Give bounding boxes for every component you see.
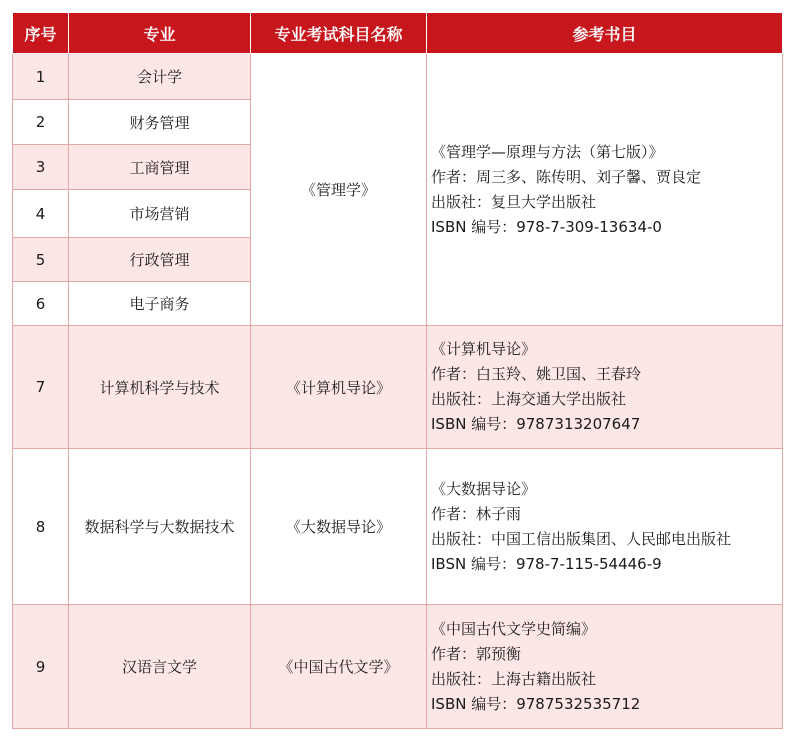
table-row (13, 605, 783, 729)
book-title: 《大数据导论》 (431, 479, 537, 498)
row-major: 财务管理 (69, 100, 251, 145)
row-index: 8 (13, 449, 69, 605)
header-index: 序号 (13, 13, 69, 54)
row-index: 2 (13, 100, 69, 145)
book-author: 作者：周三多、陈传明、刘子馨、贾良定 (431, 167, 702, 186)
book-isbn: ISBN 编号：978-7-309-13634-0 (431, 217, 662, 236)
row-index: 7 (13, 326, 69, 449)
book-title: 《中国古代文学史简编》 (431, 619, 597, 638)
book-publisher: 出版社：中国工信出版集团、人民邮电出版社 (431, 529, 732, 548)
row-major: 汉语言文学 (69, 605, 251, 729)
book-isbn: ISBN 编号：9787313207647 (431, 415, 641, 433)
row-index: 6 (13, 282, 69, 326)
row-subject: 《管理学》 (251, 54, 427, 326)
row-subject: 《计算机导论》 (251, 326, 427, 449)
book-publisher: 出版社：上海古籍出版社 (431, 669, 597, 688)
header-major: 专业 (69, 13, 251, 54)
row-subject: 《大数据导论》 (251, 449, 427, 605)
book-publisher: 出版社：复旦大学出版社 (431, 192, 597, 211)
header-row (13, 13, 783, 54)
row-index: 1 (13, 54, 69, 100)
row-subject: 《中国古代文学》 (251, 605, 427, 729)
row-major: 计算机科学与技术 (69, 326, 251, 449)
book-author: 作者：白玉羚、姚卫国、王春玲 (431, 365, 642, 383)
book-isbn: ISBN 编号：9787532535712 (431, 694, 641, 713)
row-major: 行政管理 (69, 238, 251, 282)
row-major: 数据科学与大数据技术 (69, 449, 251, 605)
header-books: 参考书目 (427, 13, 783, 54)
book-title: 《计算机导论》 (431, 340, 537, 358)
table-row (13, 326, 783, 449)
reference-book-table (12, 12, 783, 729)
row-books (427, 54, 783, 326)
book-isbn: IBSN 编号：978-7-115-54446-9 (431, 554, 662, 573)
row-books (427, 605, 783, 729)
table-row (13, 54, 783, 100)
row-index: 3 (13, 145, 69, 190)
row-major: 电子商务 (69, 282, 251, 326)
book-title: 《管理学—原理与方法（第七版）》 (431, 142, 664, 161)
table-row (13, 449, 783, 605)
book-publisher: 出版社：上海交通大学出版社 (431, 390, 627, 408)
row-major: 会计学 (69, 54, 251, 100)
row-index: 5 (13, 238, 69, 282)
book-author: 作者：郭预衡 (431, 644, 522, 663)
book-author: 作者：林子雨 (431, 504, 522, 523)
row-books (427, 449, 783, 605)
header-subject: 专业考试科目名称 (251, 13, 427, 54)
row-books (427, 326, 783, 449)
row-index: 4 (13, 190, 69, 238)
row-index: 9 (13, 605, 69, 729)
row-major: 市场营销 (69, 190, 251, 238)
row-major: 工商管理 (69, 145, 251, 190)
